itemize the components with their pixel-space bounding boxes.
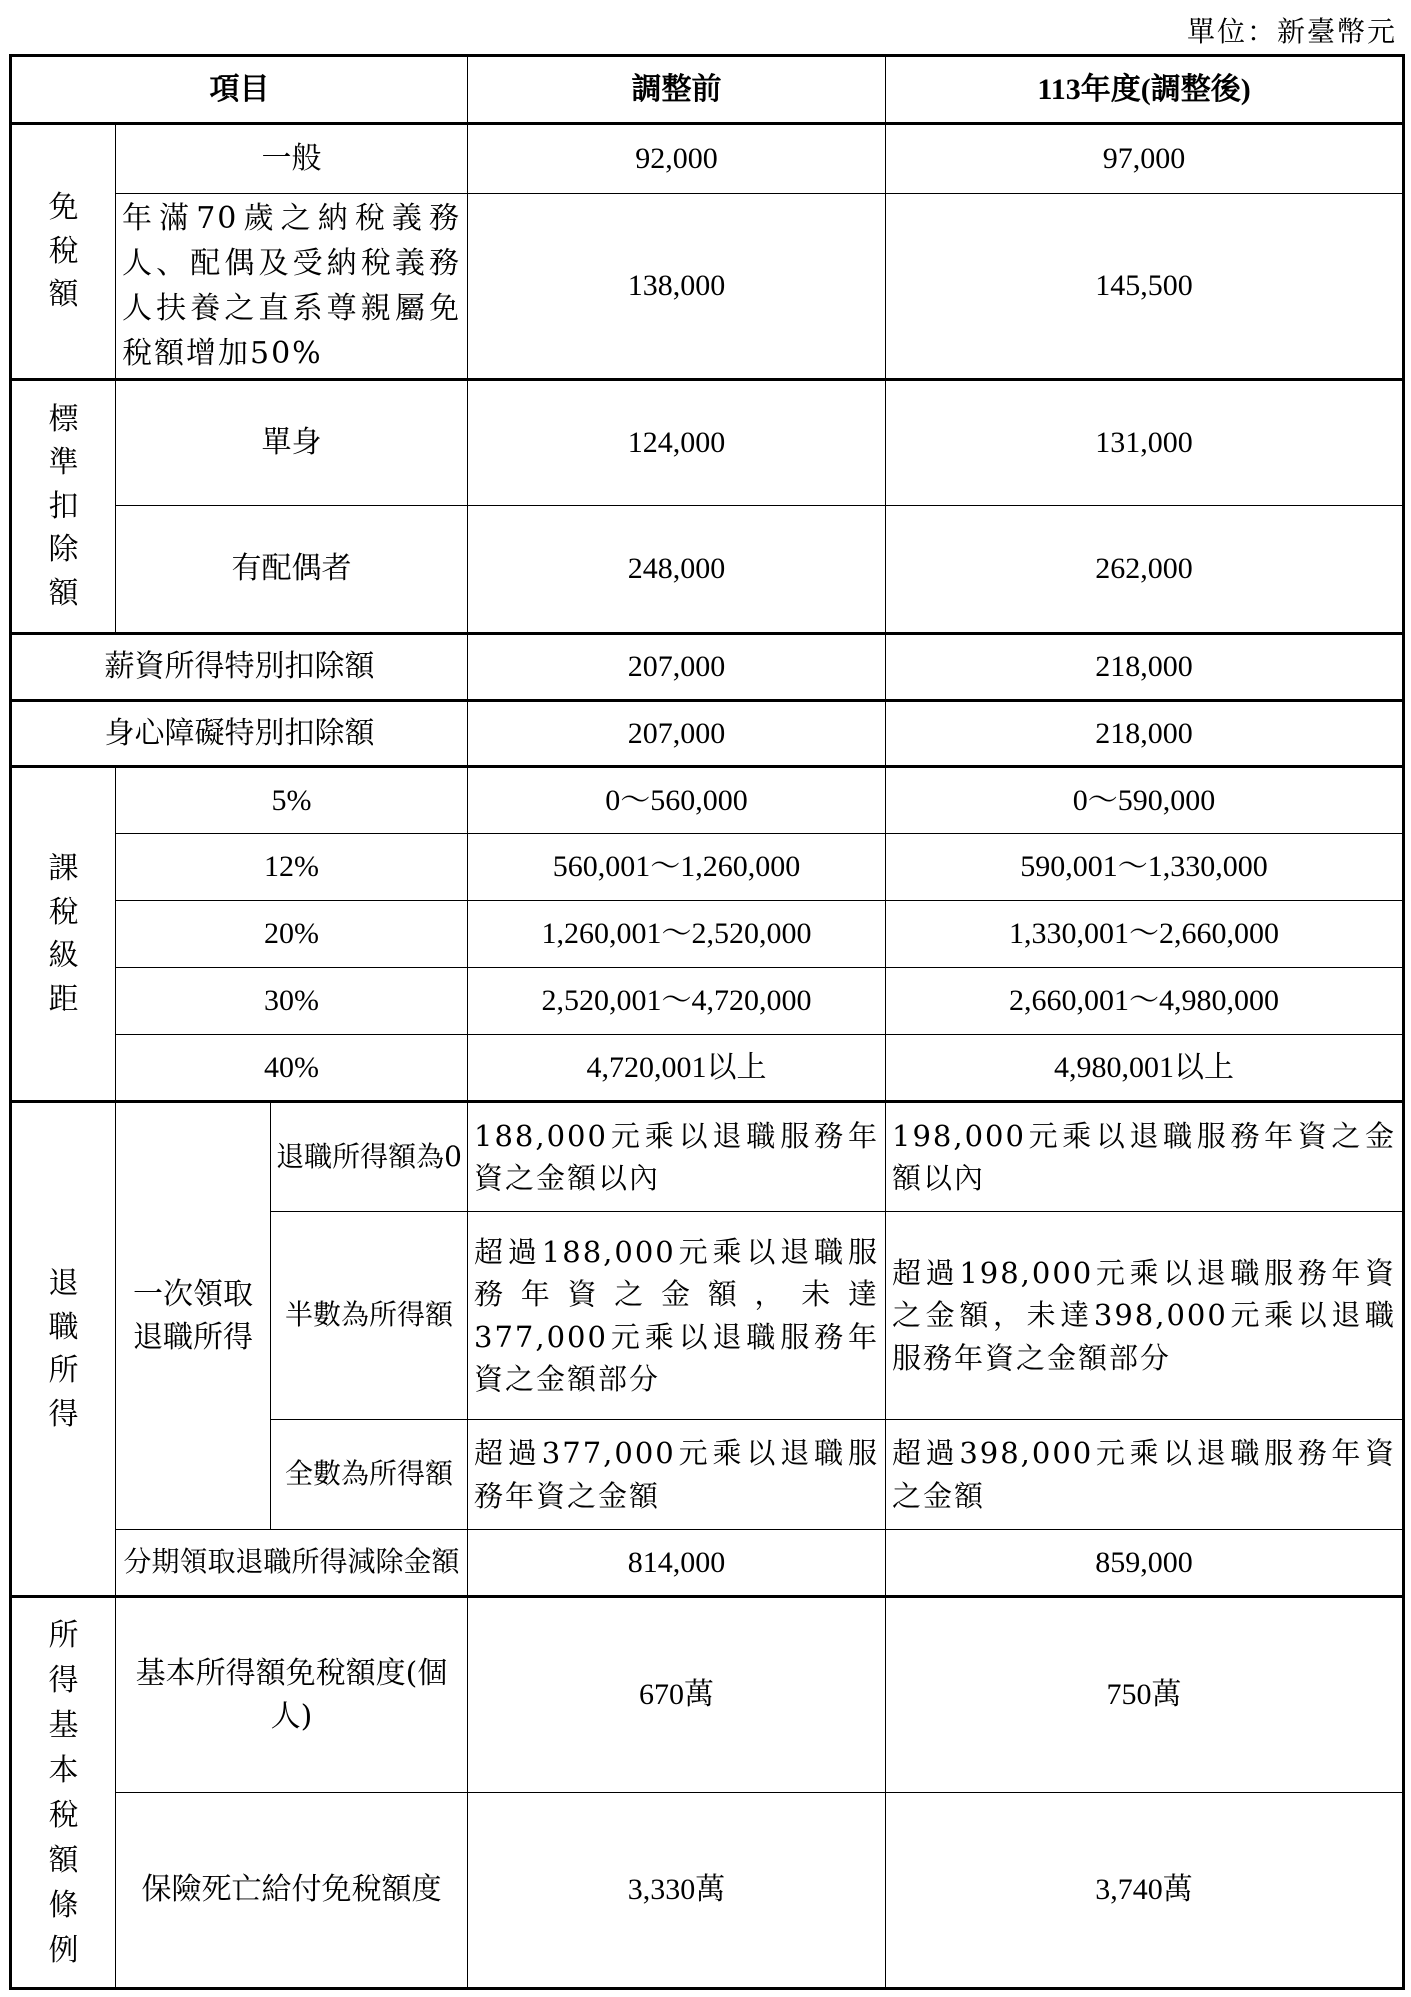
header-after: 113年度(調整後) (886, 56, 1404, 124)
retirement-installment-before: 814,000 (468, 1530, 886, 1597)
bracket-row (11, 968, 1404, 1035)
disability-deduction-before: 207,000 (468, 701, 886, 767)
standard-married-after: 262,000 (886, 506, 1404, 634)
bracket-row (11, 834, 1404, 901)
unit-label: 單位：新臺幣元 (1186, 15, 1397, 48)
retirement-zero-before: 188,000元乘以退職服務年資之金額以內 (468, 1102, 886, 1212)
retirement-half-label: 半數為所得額 (271, 1212, 468, 1420)
retirement-installment-after: 859,000 (886, 1530, 1404, 1597)
bracket-rate: 30% (116, 968, 468, 1035)
header-row (11, 56, 1404, 124)
standard-married-label: 有配偶者 (116, 506, 468, 634)
basic-tax-exemption-before: 670萬 (468, 1597, 886, 1793)
retirement-installment-label: 分期領取退職所得減除金額 (116, 1530, 468, 1597)
bracket-before: 2,520,001～4,720,000 (468, 968, 886, 1035)
bracket-after: 590,001～1,330,000 (886, 834, 1404, 901)
basic-tax-exemption-row (11, 1597, 1404, 1793)
retirement-installment-row (11, 1530, 1404, 1597)
exemption-general-row (11, 124, 1404, 194)
bracket-after: 0～590,000 (886, 767, 1404, 834)
retirement-full-after: 超過398,000元乘以退職服務年資之金額 (886, 1420, 1404, 1530)
exemption-general-before: 92,000 (468, 124, 886, 194)
tax-adjustment-table (9, 54, 1405, 1990)
exemption-group-label: 免稅額 (11, 124, 116, 380)
basic-tax-exemption-after: 750萬 (886, 1597, 1404, 1793)
standard-single-after: 131,000 (886, 380, 1404, 506)
disability-deduction-row (11, 701, 1404, 767)
brackets-group-label: 課稅級距 (11, 767, 116, 1102)
standard-single-before: 124,000 (468, 380, 886, 506)
bracket-row (11, 767, 1404, 834)
standard-married-before: 248,000 (468, 506, 886, 634)
disability-deduction-label: 身心障礙特別扣除額 (11, 701, 468, 767)
bracket-rate: 5% (116, 767, 468, 834)
retirement-half-before: 超過188,000元乘以退職服務年資之金額，未達377,000元乘以退職服務年資之金額部分 (468, 1212, 886, 1420)
bracket-before: 4,720,001以上 (468, 1035, 886, 1102)
bracket-before: 0～560,000 (468, 767, 886, 834)
basic-tax-insurance-after: 3,740萬 (886, 1793, 1404, 1989)
retirement-full-label: 全數為所得額 (271, 1420, 468, 1530)
salary-deduction-label: 薪資所得特別扣除額 (11, 634, 468, 701)
bracket-before: 560,001～1,260,000 (468, 834, 886, 901)
retirement-half-after: 超過198,000元乘以退職服務年資之金額，未達398,000元乘以退職服務年資之金額部分 (886, 1212, 1404, 1420)
bracket-after: 1,330,001～2,660,000 (886, 901, 1404, 968)
bracket-rate: 12% (116, 834, 468, 901)
disability-deduction-after: 218,000 (886, 701, 1404, 767)
exemption-elderly-label: 年滿70歲之納稅義務人、配偶及受納稅義務人扶養之直系尊親屬免稅額增加50% (116, 194, 468, 380)
bracket-before: 1,260,001～2,520,000 (468, 901, 886, 968)
standard-single-label: 單身 (116, 380, 468, 506)
standard-single-row (11, 380, 1404, 506)
exemption-elderly-after: 145,500 (886, 194, 1404, 380)
bracket-rate: 20% (116, 901, 468, 968)
basic-tax-group-label: 所得基本稅額條例 (11, 1597, 116, 1989)
basic-tax-insurance-row (11, 1793, 1404, 1989)
header-before: 調整前 (468, 56, 886, 124)
salary-deduction-after: 218,000 (886, 634, 1404, 701)
bracket-after: 2,660,001～4,980,000 (886, 968, 1404, 1035)
bracket-row (11, 1035, 1404, 1102)
bracket-rate: 40% (116, 1035, 468, 1102)
basic-tax-exemption-label: 基本所得額免稅額度(個人) (116, 1597, 468, 1793)
salary-deduction-row (11, 634, 1404, 701)
retirement-group-label: 退職所得 (11, 1102, 116, 1597)
exemption-elderly-row (11, 194, 1404, 380)
basic-tax-insurance-before: 3,330萬 (468, 1793, 886, 1989)
basic-tax-insurance-label: 保險死亡給付免稅額度 (116, 1793, 468, 1989)
exemption-general-after: 97,000 (886, 124, 1404, 194)
bracket-after: 4,980,001以上 (886, 1035, 1404, 1102)
retirement-full-before: 超過377,000元乘以退職服務年資之金額 (468, 1420, 886, 1530)
retirement-zero-after: 198,000元乘以退職服務年資之金額以內 (886, 1102, 1404, 1212)
salary-deduction-before: 207,000 (468, 634, 886, 701)
retirement-lump-sum-label: 一次領取退職所得 (116, 1102, 271, 1530)
standard-married-row (11, 506, 1404, 634)
exemption-general-label: 一般 (116, 124, 468, 194)
exemption-elderly-before: 138,000 (468, 194, 886, 380)
bracket-row (11, 901, 1404, 968)
retirement-zero-row (11, 1102, 1404, 1212)
header-item: 項目 (11, 56, 468, 124)
retirement-zero-label: 退職所得額為0 (271, 1102, 468, 1212)
standard-deduction-group-label: 標準扣除額 (11, 380, 116, 634)
